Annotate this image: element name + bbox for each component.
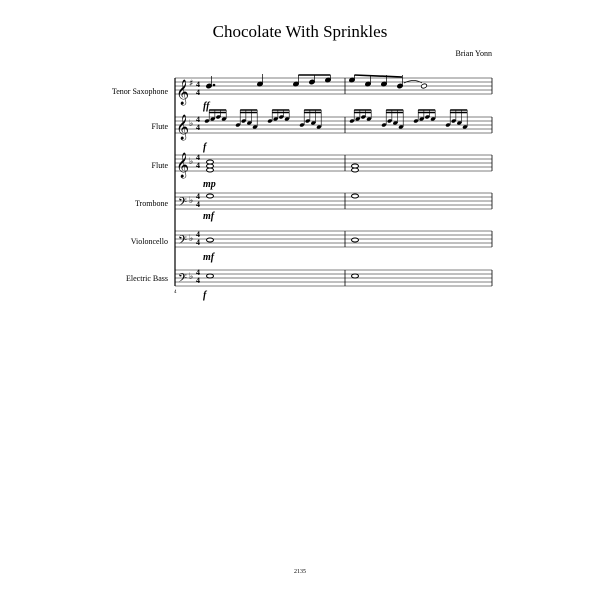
clefs	[176, 79, 189, 288]
time-sig-top: 4	[196, 80, 200, 89]
time-sig-bottom: 4	[196, 238, 200, 247]
whole-note-head	[352, 164, 359, 168]
composer-name: Brian Yonn	[455, 49, 492, 58]
trombone-notes	[207, 194, 359, 198]
time-sig-top: 4	[196, 268, 200, 277]
time-sig-bottom: 4	[196, 88, 200, 97]
electric-bass-notes	[207, 274, 359, 278]
instrument-name-violoncello: Violoncello	[130, 237, 168, 246]
bass-clef-icon: 𝄢	[178, 272, 188, 288]
time-sig-top: 4	[196, 153, 200, 162]
key-signatures	[189, 79, 193, 282]
violoncello-notes	[207, 238, 359, 242]
dynamic-marking: mp	[203, 179, 216, 190]
whole-note-head	[207, 168, 214, 172]
time-sig-top: 4	[196, 115, 200, 124]
flat-icon: ♭	[189, 272, 194, 282]
dynamic-marking: f	[203, 290, 207, 301]
flat-icon: ♭	[189, 196, 194, 206]
treble-clef-icon: 𝄞	[176, 115, 190, 140]
dynamic-marking: mf	[203, 211, 215, 222]
time-sig-top: 4	[196, 230, 200, 239]
bass-clef-icon: 𝄢	[178, 234, 188, 250]
dynamic-marking: f	[203, 142, 207, 153]
time-sig-bottom: 4	[196, 276, 200, 285]
whole-note-head	[352, 168, 359, 172]
score-title: Chocolate With Sprinkles	[212, 22, 388, 41]
flat-icon: ♭	[189, 234, 194, 244]
whole-note-head	[352, 238, 359, 242]
tenor-sax-notes	[206, 74, 427, 89]
whole-note-head	[352, 194, 359, 198]
flat-icon: ♭	[189, 157, 194, 167]
half-note-head	[421, 83, 428, 89]
treble-clef-icon: 𝄞	[176, 153, 190, 178]
whole-note-head	[207, 274, 214, 278]
flute-2-notes	[207, 160, 359, 172]
bass-clef-icon: 𝄢	[178, 196, 188, 212]
treble-clef-icon: 𝄞	[176, 80, 190, 105]
instrument-name-trombone: Trombone	[134, 199, 168, 208]
instrument-name-tenor-saxophone: Tenor Saxophone	[111, 87, 168, 96]
time-sig-top: 4	[196, 192, 200, 201]
whole-note-head	[207, 164, 214, 168]
time-signatures	[196, 80, 200, 285]
dynamic-marking: mf	[203, 252, 215, 263]
dot	[213, 84, 215, 86]
dynamic-marking: ff	[203, 101, 210, 112]
whole-note-head	[207, 194, 214, 198]
flute-1-notes	[204, 110, 468, 129]
instrument-name-flute-2: Flute	[151, 161, 168, 170]
staves	[175, 78, 492, 286]
flat-icon: ♭	[189, 119, 194, 129]
page-number: 2135	[294, 569, 306, 575]
whole-note-head	[207, 238, 214, 242]
system-number: 4	[174, 290, 177, 295]
time-sig-bottom: 4	[196, 200, 200, 209]
sharp-icon: ♯	[189, 79, 194, 89]
time-sig-bottom: 4	[196, 161, 200, 170]
instrument-name-electric-bass: Electric Bass	[126, 274, 168, 283]
whole-note-head	[207, 160, 214, 164]
time-sig-bottom: 4	[196, 123, 200, 132]
instrument-name-flute-1: Flute	[151, 122, 168, 131]
beam	[354, 75, 402, 77]
whole-note-head	[352, 274, 359, 278]
